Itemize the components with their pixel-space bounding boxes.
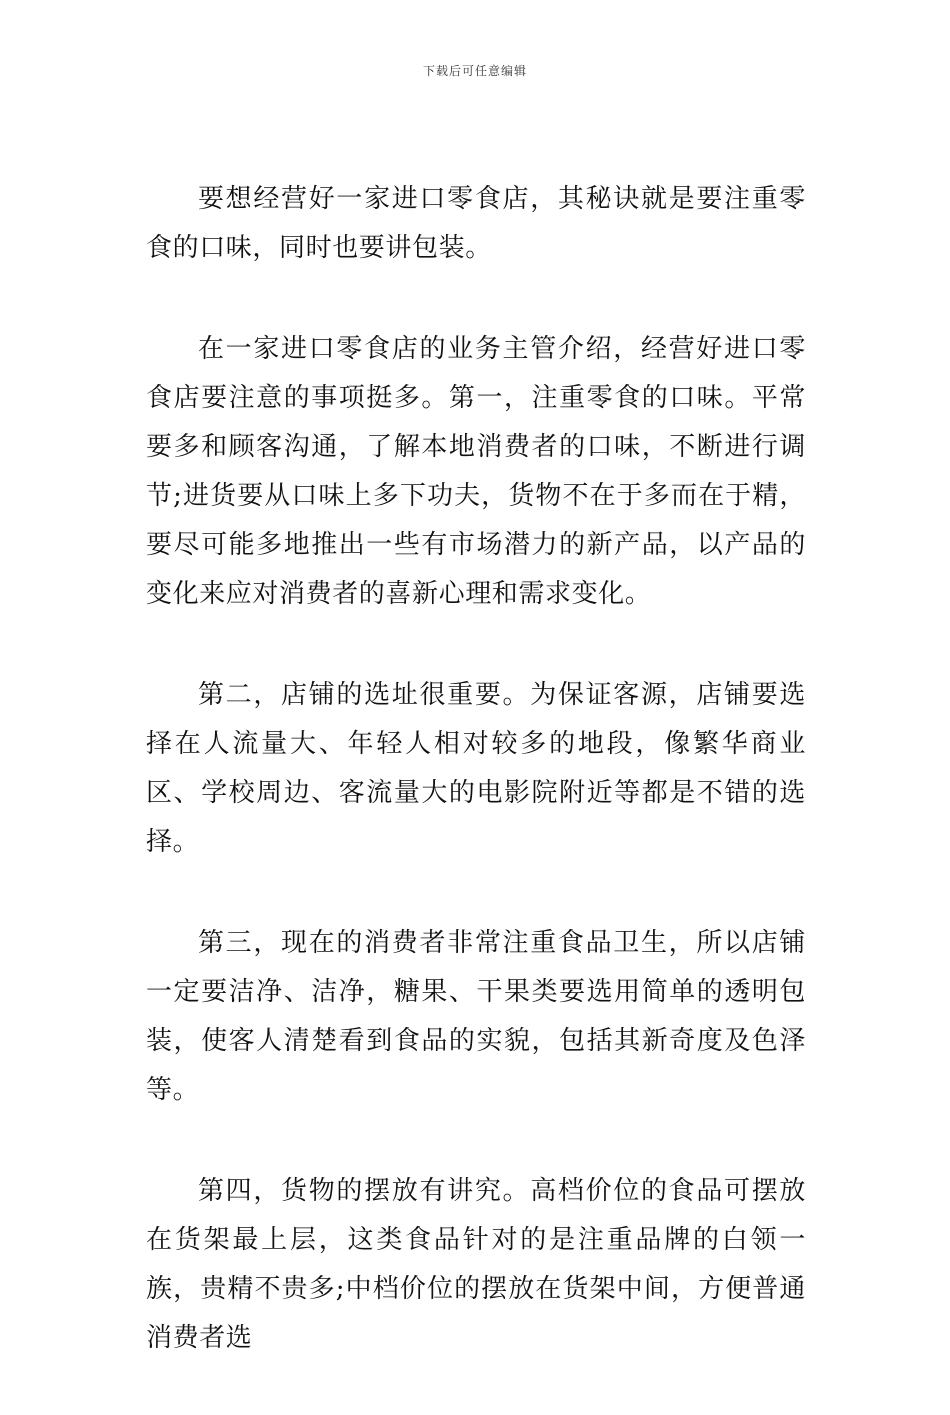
paragraph-intro: 要想经营好一家进口零食店，其秘诀就是要注重零食的口味，同时也要讲包装。: [146, 184, 806, 263]
paragraph-point-two: 第二，店铺的选址很重要。为保证客源，店铺要选择在人流量大、年轻人相对较多的地段，像繁华商业区、学校周边、客流量大的电影院附近等都是不错的选择。: [146, 680, 806, 857]
paragraph-point-one: 在一家进口零食店的业务主管介绍，经营好进口零食店要注意的事项挺多。第一，注重零食的口味。平常要多和顾客沟通，了解本地消费者的口味，不断进行调节;进货要从口味上多下功夫，货物不在于多而在于精，要尽可能多地推出一些有市场潜力的新产品，以产品的变化来应对消费者的喜新心理和需求变化。: [146, 334, 806, 609]
page-header-note: 下载后可任意编辑: [422, 64, 527, 78]
paragraph-point-four: 第四，货物的摆放有讲究。高档价位的食品可摆放在货架最上层，这类食品针对的是注重品牌的白领一族，贵精不贵多;中档价位的摆放在货架中间，方便普通消费者选: [146, 1176, 806, 1353]
document-body: [146, 175, 806, 1415]
paragraph-point-three: 第三，现在的消费者非常注重食品卫生，所以店铺一定要洁净、洁净，糖果、干果类要选用简单的透明包装，使客人清楚看到食品的实貌，包括其新奇度及色泽等。: [146, 928, 806, 1105]
